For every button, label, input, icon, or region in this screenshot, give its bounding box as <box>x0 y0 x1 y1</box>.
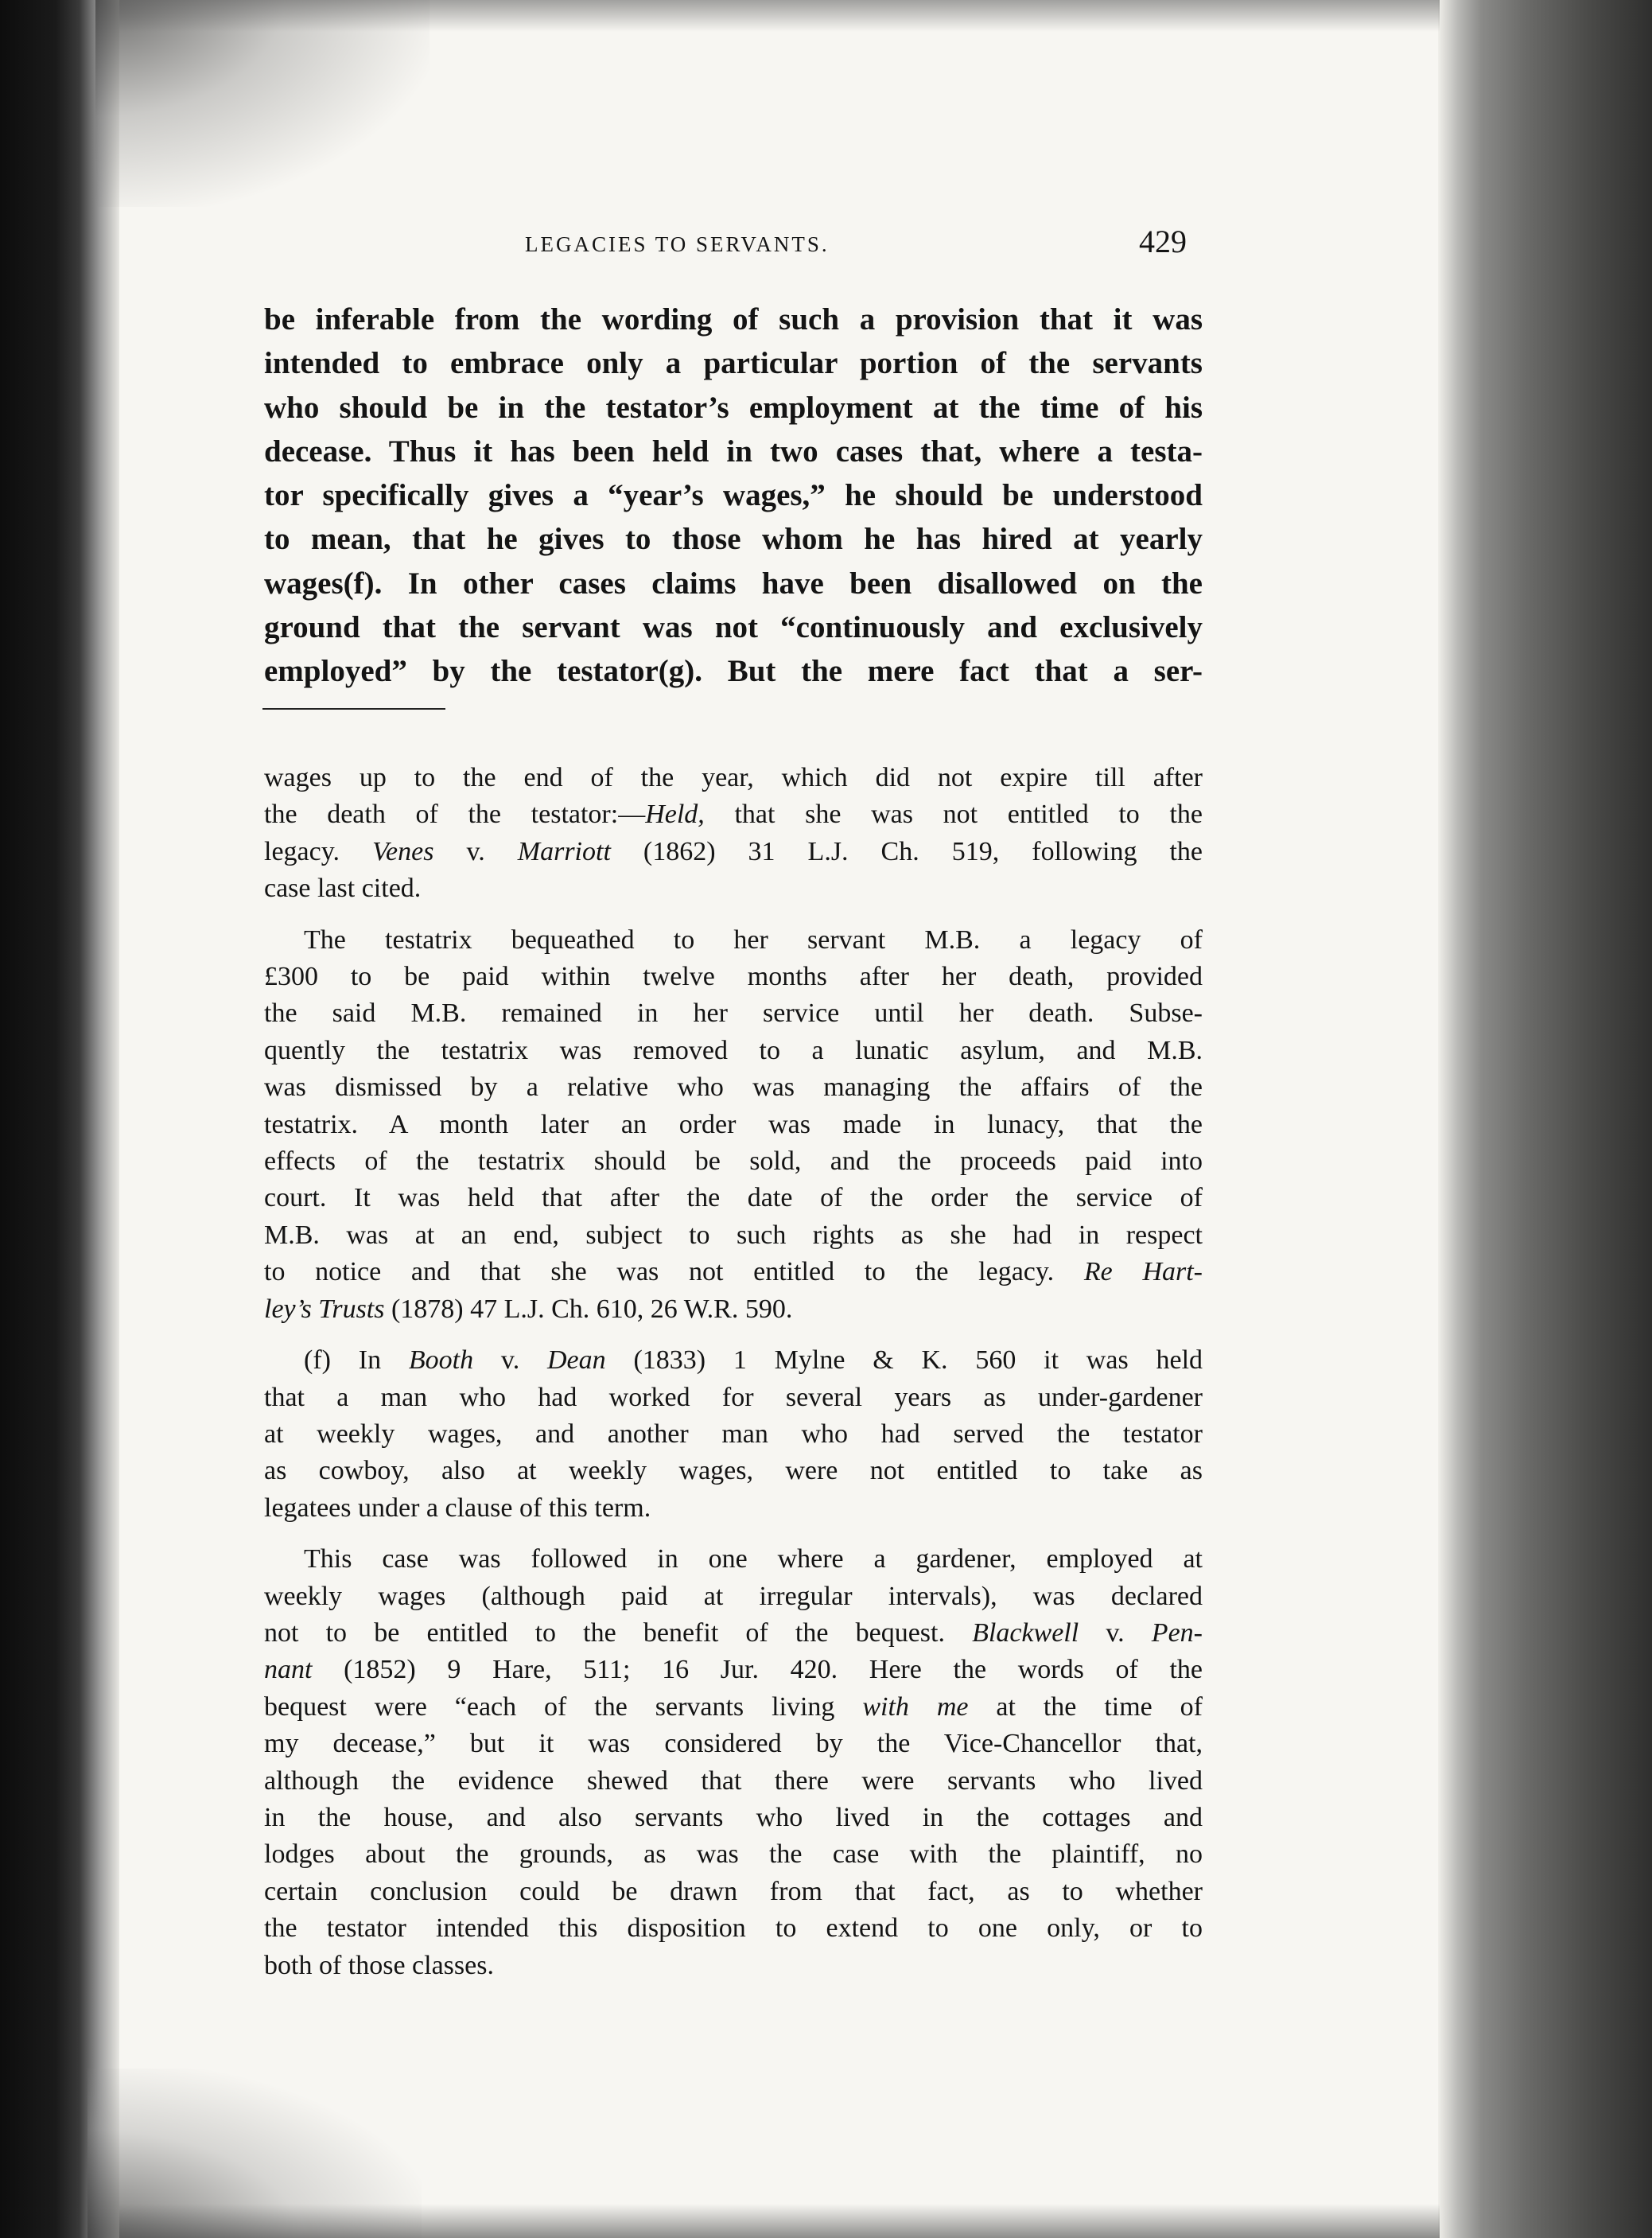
footnote-line: court. It was held that after the date of the order the service of <box>264 1183 1203 1213</box>
footnote-line: lodges about the grounds, as was the case with the plaintiff, no <box>264 1839 1203 1870</box>
body-line: tor specifically gives a “year’s wages,” he should be understood <box>264 478 1203 513</box>
footnote-line: case last cited. <box>264 874 422 904</box>
footnote-line <box>264 796 1203 833</box>
case-name: ley’s Trusts <box>264 1294 385 1324</box>
case-name: Pen- <box>1151 1617 1203 1648</box>
footnote-paragraph-3 <box>264 1342 1203 1527</box>
footnote-line: certain conclusion could be drawn from that fact, as to whether <box>264 1876 1203 1906</box>
footnote-line <box>264 1342 1203 1379</box>
footnote-line <box>264 834 1203 870</box>
case-name: nant <box>264 1655 313 1685</box>
footnote-line: as cowboy, also at weekly wages, were not entitled to take as <box>264 1456 1203 1486</box>
text-run: that she was not entitled to the <box>704 800 1203 830</box>
footnote-line: in the house, and also servants who lived in the cottages and <box>264 1802 1203 1832</box>
text-run: v. <box>1079 1617 1152 1648</box>
footnote-line: This case was followed in one where a gardener, employed at <box>304 1544 1203 1574</box>
main-body-text <box>264 298 1203 694</box>
text-run: not to be entitled to the benefit of the bequest. <box>264 1617 973 1648</box>
text-run: at the time of <box>968 1691 1203 1722</box>
footnote-line <box>264 1254 1203 1290</box>
scan-binding-shadow <box>0 0 119 2238</box>
italic-run: with me <box>862 1691 969 1722</box>
footnote-line: quently the testatrix was removed to a lunatic asylum, and M.B. <box>264 1035 1203 1065</box>
text-run: v. <box>473 1345 547 1376</box>
footnote-line <box>264 1652 1203 1688</box>
text-run: (1862) 31 L.J. Ch. 519, following the <box>610 836 1203 866</box>
body-line: ground that the servant was not “continuously and exclusively <box>264 610 1203 645</box>
body-line: be inferable from the wording of such a provision that it was <box>264 302 1203 337</box>
footnote-line: both of those classes. <box>264 1950 494 1980</box>
footnote-line: weekly wages (although paid at irregular intervals), was declared <box>264 1581 1203 1611</box>
body-line: intended to embrace only a particular portion of the servants <box>264 346 1203 381</box>
text-run: the death of the testator:— <box>264 800 646 830</box>
text-run: legacy. <box>264 836 373 866</box>
text-run: (1878) 47 L.J. Ch. 610, 26 W.R. 590. <box>384 1294 793 1324</box>
case-name: Dean <box>547 1345 606 1376</box>
footnote-line: testatrix. A month later an order was made in lunacy, that the <box>264 1109 1203 1139</box>
case-name: Booth <box>408 1345 474 1376</box>
footnote-paragraph-4 <box>264 1541 1203 1984</box>
text-run: (f) In <box>304 1345 409 1376</box>
footnote-line: although the evidence shewed that there were servants who lived <box>264 1765 1203 1796</box>
footnote-line <box>264 1291 1203 1328</box>
footnote-line: at weekly wages, and another man who had served the testator <box>264 1419 1203 1449</box>
case-name: Venes <box>372 836 434 866</box>
footnote-line: was dismissed by a relative who was managing the affairs of the <box>264 1072 1203 1103</box>
italic-run: Held, <box>645 800 705 830</box>
text-run: to notice and that she was not entitled to the legacy. <box>264 1257 1084 1287</box>
body-line: decease. Thus it has been held in two cases that, where a testa- <box>264 434 1203 469</box>
footnote-line: the said M.B. remained in her service until her death. Subse- <box>264 998 1203 1029</box>
footnote-line: the testator intended this disposition to extend to one only, or to <box>264 1913 1203 1944</box>
footnote-line: effects of the testatrix should be sold, and the proceeds paid into <box>264 1146 1203 1177</box>
text-run: (1833) 1 Mylne & K. 560 it was held <box>605 1345 1203 1376</box>
scan-bottom-edge <box>119 2204 1440 2238</box>
footnote-line: my decease,” but it was considered by the Vice-Chancellor that, <box>264 1729 1203 1759</box>
body-line: to mean, that he gives to those whom he has hired at yearly <box>264 522 1203 557</box>
body-line: wages(f). In other cases claims have been disallowed on the <box>264 566 1203 601</box>
text-run: (1852) 9 Hare, 511; 16 Jur. 420. Here the words of the <box>312 1655 1203 1685</box>
footnote-line: that a man who had worked for several years as under-gardener <box>264 1382 1203 1412</box>
scan-top-edge <box>119 0 1440 32</box>
case-name: Blackwell <box>972 1617 1079 1648</box>
footnote-line: £300 to be paid within twelve months after her death, provided <box>264 962 1203 992</box>
text-run: bequest were “each of the servants living <box>264 1691 863 1722</box>
running-header: LEGACIES TO SERVANTS. <box>525 232 830 256</box>
page-number: 429 <box>1139 224 1187 259</box>
footnote-divider <box>262 708 445 710</box>
body-line: who should be in the testator’s employment at the time of his <box>264 390 1203 425</box>
footnote-line: M.B. was at an end, subject to such rights as she had in respect <box>264 1220 1203 1250</box>
text-run: v. <box>433 836 518 866</box>
case-name: Marriott <box>517 836 611 866</box>
case-name: Re Hart- <box>1083 1257 1203 1287</box>
footnote-line: The testatrix bequeathed to her servant M.B. a legacy of <box>304 924 1203 955</box>
footnote-line <box>264 1615 1203 1652</box>
body-line: employed” by the testator(g). But the mere fact that a ser- <box>264 654 1203 689</box>
footnote-line: legatees under a clause of this term. <box>264 1493 651 1523</box>
footnote-line <box>264 1689 1203 1726</box>
footnotes <box>264 760 1203 1999</box>
footnote-paragraph-1 <box>264 760 1203 908</box>
footnote-paragraph-2 <box>264 922 1203 1328</box>
footnote-line: wages up to the end of the year, which did not expire till after <box>264 763 1203 792</box>
scan-right-margin <box>1438 0 1652 2238</box>
